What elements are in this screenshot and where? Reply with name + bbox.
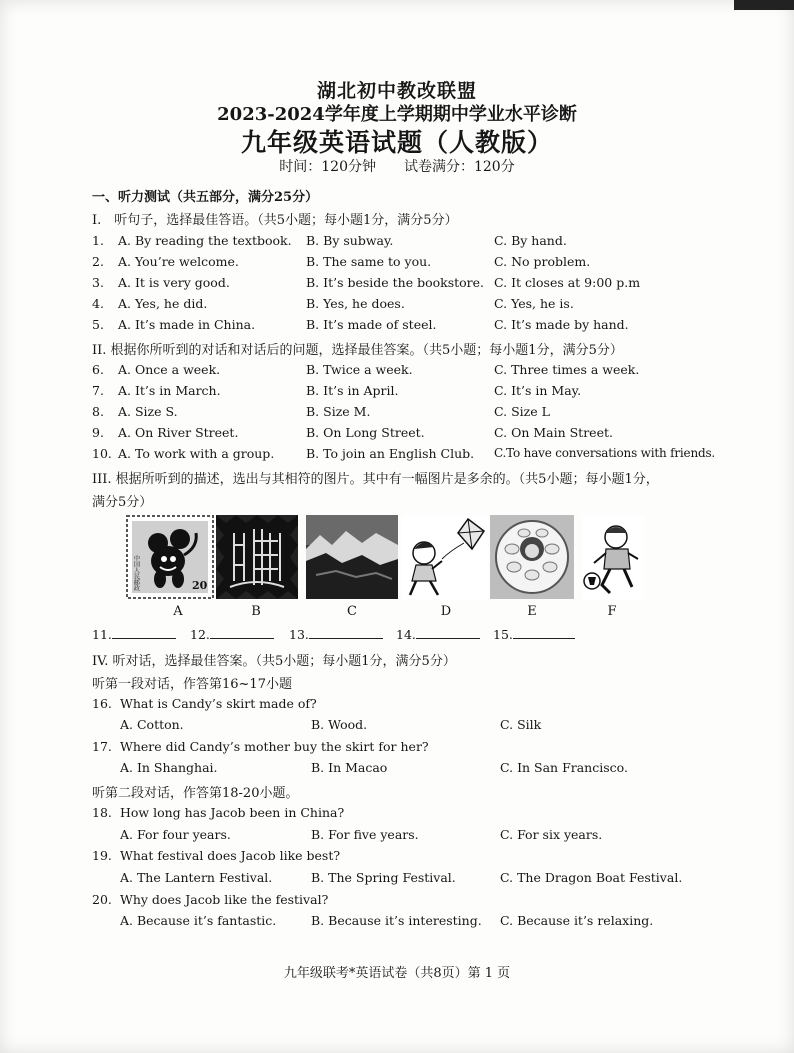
option-a: A. It’s made in China. xyxy=(118,317,256,332)
picture-label: F xyxy=(607,604,617,619)
blank-line[interactable] xyxy=(112,626,176,639)
question-number: 4. xyxy=(92,296,104,311)
part3-instruction-cont: 满分5分） xyxy=(92,495,153,510)
picture-c-landscape xyxy=(306,515,398,599)
answer-blank-11[interactable] xyxy=(92,626,176,642)
option-b: B. The Spring Festival. xyxy=(311,870,456,885)
option-c: C. Yes, he is. xyxy=(494,296,574,311)
picture-label: E xyxy=(527,604,537,619)
option-b: B. To join an English Club. xyxy=(306,446,475,461)
option-b: B. Yes, he does. xyxy=(306,296,405,311)
answer-blank-14[interactable] xyxy=(396,626,480,642)
question-number: 7. xyxy=(92,383,104,398)
picture-a-stamp xyxy=(126,515,214,599)
exam-alliance-name: 湖北初中教改联盟 xyxy=(316,80,477,102)
dialog-1-note: 听第一段对话，作答第16~17小题 xyxy=(92,677,292,692)
option-c: C. Size L xyxy=(494,404,550,419)
option-c: C. It’s made by hand. xyxy=(494,317,629,332)
option-c: C.To have conversations with friends. xyxy=(494,446,716,460)
option-c: C. It’s in May. xyxy=(494,383,582,398)
picture-b-papercut xyxy=(216,515,298,599)
option-b: B. Because it’s interesting. xyxy=(311,913,482,928)
option-c: C. For six years. xyxy=(500,827,603,842)
question-number: 1. xyxy=(92,233,104,248)
blank-number: 14. xyxy=(396,627,416,642)
option-b: B. The same to you. xyxy=(306,254,432,269)
question-number: 18. xyxy=(92,805,112,820)
option-a: A. You’re welcome. xyxy=(118,254,239,269)
question-number: 5. xyxy=(92,317,104,332)
option-a: A. Once a week. xyxy=(118,362,221,377)
question-number: 19. xyxy=(92,848,112,863)
exam-meta: 时间：120分钟 试卷满分：120分 xyxy=(279,159,515,175)
blank-number: 15. xyxy=(493,627,513,642)
blank-number: 12. xyxy=(190,627,210,642)
option-a: A. Cotton. xyxy=(120,717,184,732)
part2-instruction: II. 根据你所听到的对话和对话后的问题，选择最佳答案。（共5小题；每小题1分，满分5分） xyxy=(92,343,623,358)
option-a: A. It is very good. xyxy=(118,275,230,290)
option-a: A. Yes, he did. xyxy=(118,296,208,311)
option-a: A. The Lantern Festival. xyxy=(120,870,273,885)
option-c: C. The Dragon Boat Festival. xyxy=(500,870,683,885)
question-number: 8. xyxy=(92,404,104,419)
option-a: A. For four years. xyxy=(120,827,231,842)
part1-instruction: I. 听句子，选择最佳答语。（共5小题；每小题1分，满分5分） xyxy=(92,213,458,228)
option-b: B. Wood. xyxy=(311,717,368,732)
option-c: C. Because it’s relaxing. xyxy=(500,913,654,928)
part4-instruction: IV. 听对话，选择最佳答案。（共5小题；每小题1分，满分5分） xyxy=(92,654,456,669)
option-a: A. Because it’s fantastic. xyxy=(120,913,277,928)
svg-text:中国人民邮政: 中国人民邮政 xyxy=(132,555,140,591)
picture-f-football-boy xyxy=(582,515,644,599)
picture-d-kite-boy xyxy=(402,515,488,599)
question-text: What festival does Jacob like best? xyxy=(120,848,341,863)
blank-line[interactable] xyxy=(210,626,274,639)
question-text: Why does Jacob like the festival? xyxy=(120,892,329,907)
svg-text:20: 20 xyxy=(192,579,208,592)
picture-label: A xyxy=(173,604,183,619)
option-b: B. On Long Street. xyxy=(306,425,425,440)
answer-blank-12[interactable] xyxy=(190,626,274,642)
option-c: C. No problem. xyxy=(494,254,591,269)
option-a: A. On River Street. xyxy=(118,425,239,440)
option-b: B. It’s in April. xyxy=(306,383,399,398)
option-b: B. It’s beside the bookstore. xyxy=(306,275,485,290)
question-text: What is Candy’s skirt made of? xyxy=(120,696,317,711)
page-footer: 九年级联考*英语试卷（共8页）第 1 页 xyxy=(283,966,511,981)
question-text: Where did Candy’s mother buy the skirt for her? xyxy=(120,739,429,754)
option-c: C. Silk xyxy=(500,717,542,732)
blank-number: 11. xyxy=(92,627,112,642)
option-a: A. Size S. xyxy=(118,404,178,419)
blank-number: 13. xyxy=(289,627,309,642)
option-c: C. It closes at 9:00 p.m xyxy=(494,275,641,290)
section-title: 一、听力测试（共五部分，满分25分） xyxy=(92,190,319,205)
option-b: B. By subway. xyxy=(306,233,394,248)
option-b: B. Twice a week. xyxy=(306,362,413,377)
dialog-2-note: 听第二段对话，作答第18-20小题。 xyxy=(92,786,299,801)
picture-label: B xyxy=(251,604,261,619)
option-c: C. In San Francisco. xyxy=(500,760,628,775)
option-a: A. To work with a group. xyxy=(118,446,275,461)
option-c: C. By hand. xyxy=(494,233,567,248)
answer-blank-13[interactable] xyxy=(289,626,383,642)
question-number: 10. xyxy=(92,446,112,461)
picture-e-dumplings xyxy=(490,515,574,599)
option-a: A. In Shanghai. xyxy=(120,760,218,775)
question-number: 2. xyxy=(92,254,104,269)
option-a: A. It’s in March. xyxy=(118,383,221,398)
question-number: 9. xyxy=(92,425,104,440)
question-number: 6. xyxy=(92,362,104,377)
option-c: C. On Main Street. xyxy=(494,425,613,440)
option-b: B. Size M. xyxy=(306,404,371,419)
option-b: B. It’s made of steel. xyxy=(306,317,437,332)
exam-term-line: 2023-2024学年度上学期期中学业水平诊断 xyxy=(217,104,577,125)
option-b: B. In Macao xyxy=(311,760,388,775)
scan-corner-mark xyxy=(734,0,794,10)
option-b: B. For five years. xyxy=(311,827,419,842)
blank-line[interactable] xyxy=(416,626,480,639)
question-number: 17. xyxy=(92,739,112,754)
option-a: A. By reading the textbook. xyxy=(118,233,292,248)
answer-blank-15[interactable] xyxy=(493,626,575,642)
question-number: 3. xyxy=(92,275,104,290)
blank-line[interactable] xyxy=(513,626,575,639)
blank-line[interactable] xyxy=(309,626,383,639)
picture-label: C xyxy=(347,604,357,619)
question-number: 20. xyxy=(92,892,112,907)
question-number: 16. xyxy=(92,696,112,711)
picture-label: D xyxy=(440,604,452,619)
exam-title: 九年级英语试题（人教版） xyxy=(240,128,553,157)
question-text: How long has Jacob been in China? xyxy=(120,805,345,820)
part3-instruction: III. 根据所听到的描述，选出与其相符的图片。其中有一幅图片是多余的。（共5小题；每小题1分， xyxy=(92,472,659,487)
option-c: C. Three times a week. xyxy=(494,362,640,377)
